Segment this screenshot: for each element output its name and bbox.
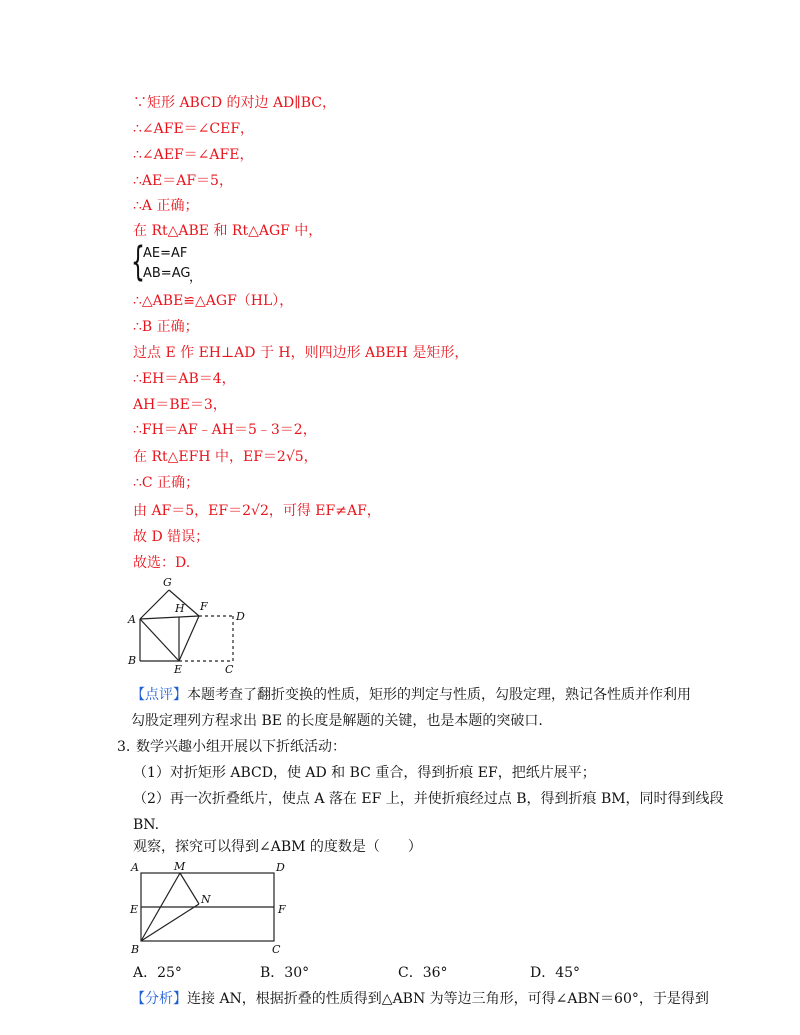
solution-line-3: ∴∠AEF＝∠AFE，	[133, 147, 254, 163]
solution-line-14: ∴C 正确；	[133, 475, 200, 491]
comment-tag: 【点评】	[131, 687, 187, 703]
label-C2: C	[272, 943, 281, 956]
label-D: D	[236, 610, 245, 623]
label-E: E	[174, 663, 183, 674]
solution-line-6: 在 Rt△ABE 和 Rt△AGF 中，	[133, 223, 323, 239]
label-G: G	[163, 576, 172, 589]
label-F2: F	[278, 903, 286, 916]
solution-line-2: ∴∠AFE＝∠CEF，	[133, 121, 255, 137]
analysis-text: 连接 AN，根据折叠的性质得到△ABN 为等边三角形，可得∠ABN＝60°，于是得到	[187, 991, 709, 1007]
label-A2: A	[131, 861, 139, 874]
solution-line-9: 过点 E 作 EH⊥AD 于 H，则四边形 ABEH 是矩形，	[133, 345, 469, 361]
solution-line-1: ∵矩形 ABCD 的对边 AD∥BC，	[133, 95, 337, 111]
label-H: H	[175, 602, 185, 615]
solution-line-15: 由 AF＝5，EF＝2√2，可得 EF≠AF，	[133, 503, 381, 519]
option-c: C．36°	[398, 965, 448, 981]
solution-line-4: ∴AE＝AF＝5，	[133, 173, 233, 189]
label-E2: E	[130, 903, 139, 916]
comment-line-1	[131, 686, 691, 704]
analysis-tag: 【分析】	[131, 991, 187, 1007]
solution-line-11: AH＝BE＝3，	[133, 397, 227, 413]
option-a: A．25°	[133, 965, 182, 981]
system-comma: ，	[189, 270, 203, 285]
question-step-2: （2）再一次折叠纸片，使点 A 落在 EF 上，并使折痕经过点 B，得到折痕 BM，同时得到线段	[133, 791, 724, 807]
option-d: D．45°	[530, 965, 581, 981]
solution-line-5: ∴A 正确；	[133, 198, 199, 214]
comment-text-1: 本题考查了翻折变换的性质，矩形的判定与性质，勾股定理，熟记各性质并作利用	[187, 687, 691, 703]
question-step-1: （1）对折矩形 ABCD，使 AD 和 BC 重合，得到折痕 EF，把纸片展平；	[133, 765, 596, 781]
label-B: B	[128, 654, 137, 667]
solution-line-7: ∴△ABE≌△AGF（HL），	[133, 293, 294, 309]
label-D2: D	[276, 861, 285, 874]
system-line-1: AE=AF	[143, 246, 188, 261]
option-b: B．30°	[260, 965, 310, 981]
label-F: F	[200, 600, 208, 613]
comment-line-2: 勾股定理列方程求出 BE 的长度是解题的关键，也是本题的突破口.	[131, 713, 543, 729]
solution-line-12: ∴FH＝AF﹣AH＝5﹣3＝2，	[133, 422, 317, 438]
system-line-2: AB=AG	[143, 266, 191, 281]
question-observe: 观察，探究可以得到∠ABM 的度数是（ ）	[133, 839, 422, 855]
solution-line-17: 故选：D.	[133, 555, 191, 571]
left-brace: {	[131, 239, 145, 285]
figure-folded-rectangle	[125, 574, 255, 674]
label-M: M	[174, 860, 186, 873]
label-A: A	[128, 613, 136, 626]
solution-line-13: 在 Rt△EFH 中，EF＝2√5，	[133, 449, 318, 465]
equation-system	[131, 239, 211, 286]
solution-line-8: ∴B 正确；	[133, 319, 199, 335]
question-stem: 数学兴趣小组开展以下折纸活动：	[136, 739, 346, 755]
solution-line-16: 故 D 错误；	[133, 529, 210, 545]
question-number: 3.	[117, 739, 131, 755]
solution-line-10: ∴EH＝AB＝4，	[133, 371, 236, 387]
label-B2: B	[131, 943, 140, 956]
analysis-line	[131, 990, 709, 1008]
label-C: C	[225, 663, 234, 674]
figure-fold-activity	[125, 858, 300, 958]
question-step-2b: BN.	[133, 817, 160, 833]
label-N: N	[201, 893, 211, 906]
